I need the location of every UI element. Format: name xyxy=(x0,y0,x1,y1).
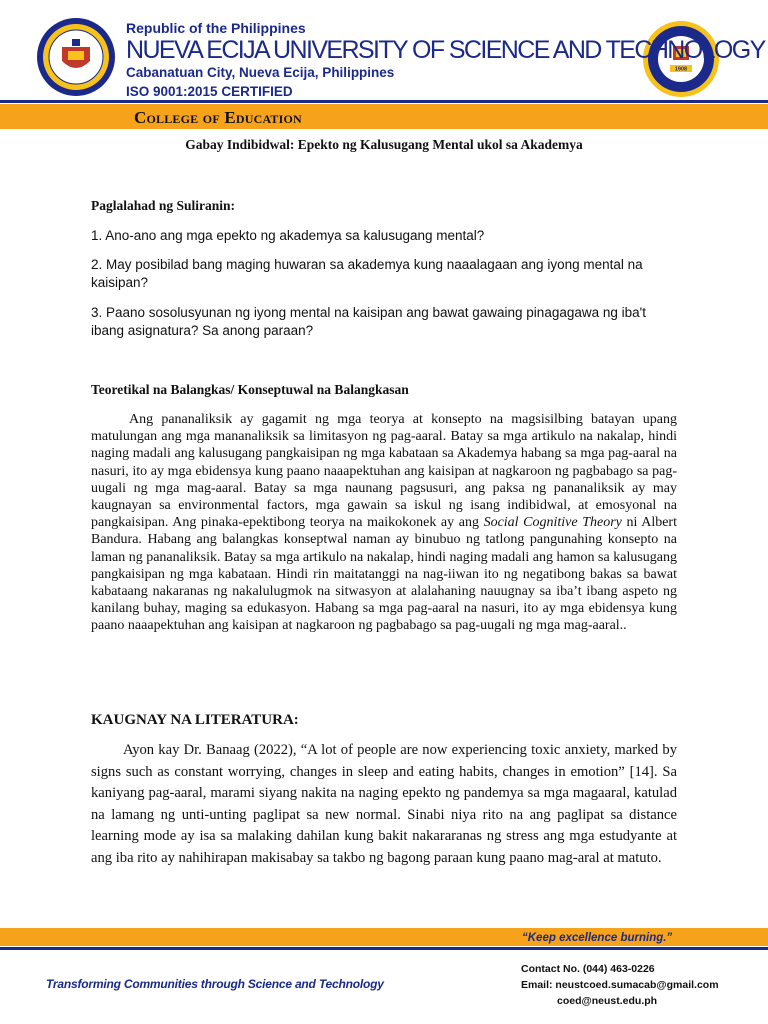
literature-heading: KAUGNAY NA LITERATURA: xyxy=(91,712,299,728)
university-tagline: Transforming Communities through Science and Technology xyxy=(46,977,384,991)
contact-email-1: Email: neustcoed.sumacab@gmail.com xyxy=(521,979,719,991)
contact-email-2: coed@neust.edu.ph xyxy=(557,995,658,1007)
question-3: 3. Paano sosolusyunan ng iyong mental na kaisipan ang bawat gawaing pinagagawa ng iba't ibang asignatura? Sa anong paraan? xyxy=(91,305,646,338)
iso-certification: ISO 9001:2015 CERTIFIED xyxy=(126,84,293,99)
university-header xyxy=(126,20,765,100)
framework-text-part2: ni Albert Bandura. Habang ang balangkas konseptwal naman ay binubuo ng tatlong pangunahing konsepto na laman ng pananaliksik. Batay sa mga artikulo na nakalap, hindi naging madali ang hamon sa kalusugang pangkaisipan ng mga kabataan. Hindi rin maitatanggi na nag-iiwan ito ng negatibong bakas sa bawat kabataang nakaranas ng nakalulugmok na sitwasyon at alalahaning nauugnay sa iba’t ibang aspeto ng kanilang buhay, maging sa edukasyon. Habang sa mga pag-aaral na nasuri, ito ay mga ebidensya kung paano naaapektuhan ang kaisipan at nagkaroon ng pagbabago sa pag-uugali ng mga mag-aaral.. xyxy=(91,515,677,634)
framework-text-part1: Ang pananaliksik ay gagamit ng mga teorya at konsepto na magsisilbing batayan upang matulungan ang mga mananaliksik sa limitasyon ng pag-aaral. Batay sa mga artikulo na nakalap, hindi naging madali ang kalusugang pangkaisipan ng mga kabataan sa Akademya habang sa mga pag-aaral na nasuri, ito ay mga ebidensya kung paano naaapektuhan ang kaisipan at nagkaroon ng pagbabago sa pag-uugali ng mga mag-aaral. Batay sa mga naunang pagsusuri, ang paksa ng pananaliksik ay may kaugnayan sa environmental factors, mga gawain sa iskul ng isang indibidwal, at emosyonal na pangkaisipan. Ang pinaka-epektibong teorya na maikokonek ay ang xyxy=(91,412,677,531)
problem-heading: Paglalahad ng Suliranin: xyxy=(91,198,236,213)
framework-theory-name: Social Cognitive Theory xyxy=(483,515,622,531)
header-divider-line xyxy=(0,100,768,103)
question-2: 2. May posibilad bang maging huwaran sa akademya kung naaalagaan ang iyong mental na kaisipan? xyxy=(91,257,643,290)
footer-divider-line xyxy=(0,947,768,950)
question-1: 1. Ano-ano ang mga epekto ng akademya sa kalusugang mental? xyxy=(91,228,485,243)
framework-paragraph xyxy=(91,411,677,635)
republic-label: Republic of the Philippines xyxy=(126,20,306,36)
motto: “Keep excellence burning.” xyxy=(522,932,673,944)
contact-number: Contact No. (044) 463-0226 xyxy=(521,963,655,975)
seal-year: 1908 xyxy=(674,66,688,73)
document-title: Gabay Indibidwal: Epekto ng Kalusugang Mental ukol sa Akademya xyxy=(185,137,583,152)
college-name: College of Education xyxy=(134,108,302,127)
university-location: Cabanatuan City, Nueva Ecija, Philippines xyxy=(126,65,395,80)
college-band xyxy=(0,104,768,129)
university-seal-logo xyxy=(36,17,116,97)
literature-paragraph: Ayon kay Dr. Banaag (2022), “A lot of people are now experiencing toxic anxiety, marked by signs such as constant worrying, changes in sleep and eating habits, changes in emotion” [14]. Sa kaniyang pag-aaral, marami siyang nakita na naging epekto ng pandemya sa mga magaaral, katulad na lamang ng unti-unting paglipat sa new normal. Sinabi niya rito na ang paglipat sa distance learning mode ay isa sa malaking dahilan kung bakit nakararanas ng stress ang mga estudyante at ang iba rito ay nahihirapan makisabay sa takbo ng bagong paraan kung paano mag-aral at matuto. xyxy=(91,742,677,866)
university-name: NUEVA ECIJA UNIVERSITY OF SCIENCE AND TECHNOLOGY xyxy=(126,36,765,64)
framework-heading: Teoretikal na Balangkas/ Konseptuwal na Balangkasan xyxy=(91,382,409,397)
